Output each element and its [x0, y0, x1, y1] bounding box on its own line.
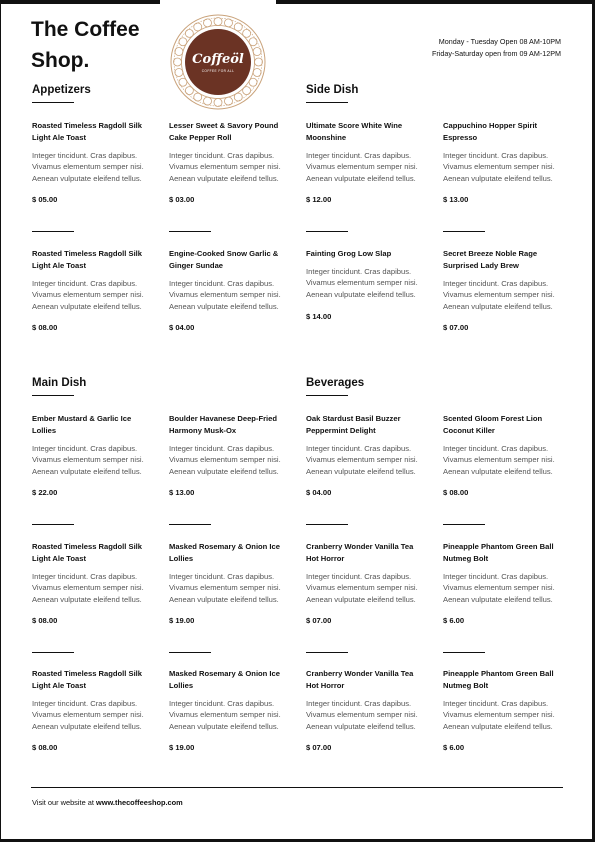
logo-tagline: COFFEE FOR ALL: [201, 69, 235, 73]
item-price: $ 19.00: [169, 616, 195, 626]
item-description: Integer tincidunt. Cras dapibus. Vivamus elementum semper nisi. Aenean vulputate eleifend tellus.: [32, 698, 144, 731]
item-name: Oak Stardust Basil Buzzer Peppermint Delight: [306, 414, 401, 435]
item-price: $ 08.00: [32, 323, 58, 333]
item-divider: [32, 231, 74, 232]
item-name: Boulder Havanese Deep-Fried Harmony Musk-Ox: [169, 414, 278, 435]
ornament-petal: [224, 97, 232, 105]
item-name: Ultimate Score White Wine Moonshine: [306, 121, 403, 142]
ornament-petal: [224, 19, 232, 27]
item-description: Integer tincidunt. Cras dapibus. Vivamus elementum semper nisi. Aenean vulputate eleifend tellus.: [32, 571, 144, 604]
menu-item: [306, 120, 428, 204]
item-name: Ember Mustard & Garlic Ice Lollies: [32, 414, 132, 435]
logo-text: Coffeöl: [192, 52, 244, 67]
menu-item: [306, 541, 428, 625]
hours-line-1: Monday - Tuesday Open 08 AM-10PM: [438, 37, 561, 46]
item-divider: [169, 524, 211, 525]
item-name: Lesser Sweet & Savory Pound Cake Pepper Roll: [169, 121, 279, 142]
item-description: Integer tincidunt. Cras dapibus. Vivamus elementum semper nisi. Aenean vulputate eleifend tellus.: [32, 278, 144, 311]
item-price: $ 07.00: [306, 743, 332, 753]
item-divider: [443, 652, 485, 653]
menu-item: [169, 541, 291, 625]
item-name: Secret Breeze Noble Rage Surprised Lady Brew: [443, 249, 538, 270]
item-price: $ 07.00: [306, 616, 332, 626]
menu-item: [306, 248, 428, 321]
item-description: Integer tincidunt. Cras dapibus. Vivamus elementum semper nisi. Aenean vulputate eleifend tellus.: [32, 443, 144, 476]
section-underline: [32, 395, 74, 396]
item-divider: [443, 231, 485, 232]
item-name: Masked Rosemary & Onion Ice Lollies: [169, 542, 280, 563]
brand-title: [31, 14, 171, 76]
ornament-petal: [214, 18, 222, 26]
item-divider: [32, 524, 74, 525]
item-divider: [169, 652, 211, 653]
section-underline: [32, 102, 74, 103]
item-price: $ 6.00: [443, 616, 465, 626]
hours-line-2: Friday-Saturday open from 09 AM-12PM: [431, 49, 561, 58]
ornament-petal: [175, 68, 183, 76]
ornament-petal: [174, 58, 182, 66]
menu-item: [32, 541, 154, 625]
item-name: Roasted Timeless Ragdoll Silk Light Ale Toast: [32, 669, 143, 690]
ornament-petal: [253, 68, 261, 76]
item-price: $ 6.00: [443, 743, 465, 753]
item-divider: [306, 231, 348, 232]
item-description: Integer tincidunt. Cras dapibus. Vivamus elementum semper nisi. Aenean vulputate eleifend tellus.: [169, 698, 281, 731]
item-description: Integer tincidunt. Cras dapibus. Vivamus elementum semper nisi. Aenean vulputate eleifend tellus.: [32, 150, 144, 183]
item-description: Integer tincidunt. Cras dapibus. Vivamus elementum semper nisi. Aenean vulputate eleifend tellus.: [169, 443, 281, 476]
item-description: Integer tincidunt. Cras dapibus. Vivamus elementum semper nisi. Aenean vulputate eleifend tellus.: [306, 266, 418, 299]
item-description: Integer tincidunt. Cras dapibus. Vivamus elementum semper nisi. Aenean vulputate eleifend tellus.: [443, 150, 555, 183]
ornament-petal: [204, 97, 212, 105]
item-name: Cranberry Wonder Vanilla Tea Hot Horror: [306, 669, 414, 690]
menu-item: [306, 413, 428, 497]
item-description: Integer tincidunt. Cras dapibus. Vivamus elementum semper nisi. Aenean vulputate eleifend tellus.: [306, 698, 418, 731]
menu-item: [443, 541, 565, 625]
item-description: Integer tincidunt. Cras dapibus. Vivamus elementum semper nisi. Aenean vulputate eleifend tellus.: [306, 150, 418, 183]
left-border: [0, 0, 1, 842]
menu-item: [306, 668, 428, 752]
section-title-main-dish: Main Dish: [32, 377, 87, 389]
footer-divider: [31, 787, 563, 788]
item-description: Integer tincidunt. Cras dapibus. Vivamus elementum semper nisi. Aenean vulputate eleifend tellus.: [169, 150, 281, 183]
menu-item: [443, 248, 565, 332]
item-price: $ 13.00: [169, 488, 195, 498]
item-divider: [32, 652, 74, 653]
menu-item: [169, 413, 291, 497]
top-border-right: [276, 0, 595, 4]
brand-line-2: Shop.: [31, 49, 90, 72]
item-price: $ 04.00: [169, 323, 195, 333]
footer: [32, 798, 183, 807]
item-name: Roasted Timeless Ragdoll Silk Light Ale Toast: [32, 121, 143, 142]
menu-item: [169, 120, 291, 204]
item-description: Integer tincidunt. Cras dapibus. Vivamus elementum semper nisi. Aenean vulputate eleifend tellus.: [443, 571, 555, 604]
footer-prefix: Visit our website at: [32, 798, 96, 807]
menu-item: [32, 248, 154, 332]
menu-item: [32, 668, 154, 752]
menu-item: [32, 120, 154, 204]
ornament-petal: [204, 19, 212, 27]
item-name: Pineapple Phantom Green Ball Nutmeg Bolt: [443, 669, 554, 690]
item-name: Cranberry Wonder Vanilla Tea Hot Horror: [306, 542, 414, 563]
brand-line-1: The Coffee: [31, 18, 140, 41]
item-price: $ 12.00: [306, 195, 332, 205]
item-name: Engine-Cooked Snow Garlic & Ginger Sundae: [169, 249, 279, 270]
item-price: $ 05.00: [32, 195, 58, 205]
top-border-left: [0, 0, 160, 4]
item-description: Integer tincidunt. Cras dapibus. Vivamus elementum semper nisi. Aenean vulputate eleifend tellus.: [306, 443, 418, 476]
item-description: Integer tincidunt. Cras dapibus. Vivamus elementum semper nisi. Aenean vulputate eleifend tellus.: [169, 278, 281, 311]
section-underline: [306, 395, 348, 396]
item-price: $ 19.00: [169, 743, 195, 753]
item-name: Scented Gloom Forest Lion Coconut Killer: [443, 414, 543, 435]
item-price: $ 08.00: [32, 616, 58, 626]
item-divider: [306, 652, 348, 653]
item-price: $ 08.00: [443, 488, 469, 498]
section-title-appetizers: Appetizers: [32, 84, 91, 96]
menu-item: [443, 413, 565, 497]
menu-item: [443, 120, 565, 204]
item-name: Roasted Timeless Ragdoll Silk Light Ale Toast: [32, 542, 143, 563]
item-price: $ 22.00: [32, 488, 58, 498]
item-name: Roasted Timeless Ragdoll Silk Light Ale Toast: [32, 249, 143, 270]
item-divider: [306, 524, 348, 525]
item-price: $ 03.00: [169, 195, 195, 205]
item-name: Masked Rosemary & Onion Ice Lollies: [169, 669, 280, 690]
ornament-petal: [255, 58, 263, 66]
item-description: Integer tincidunt. Cras dapibus. Vivamus elementum semper nisi. Aenean vulputate eleifend tellus.: [443, 698, 555, 731]
item-price: $ 14.00: [306, 311, 332, 321]
ornament-petal: [214, 99, 222, 107]
item-description: Integer tincidunt. Cras dapibus. Vivamus elementum semper nisi. Aenean vulputate eleifend tellus.: [306, 571, 418, 604]
ornament-petal: [175, 48, 183, 56]
item-description: Integer tincidunt. Cras dapibus. Vivamus elementum semper nisi. Aenean vulputate eleifend tellus.: [443, 443, 555, 476]
item-name: Pineapple Phantom Green Ball Nutmeg Bolt: [443, 542, 554, 563]
website-link[interactable]: www.thecoffeeshop.com: [95, 798, 183, 807]
menu-item: [169, 248, 291, 332]
item-price: $ 07.00: [443, 323, 469, 333]
section-title-side-dish: Side Dish: [306, 84, 359, 96]
item-price: $ 08.00: [32, 743, 58, 753]
ornament-petal: [253, 48, 261, 56]
item-price: $ 04.00: [306, 488, 332, 498]
item-price: $ 13.00: [443, 195, 469, 205]
item-description: Integer tincidunt. Cras dapibus. Vivamus elementum semper nisi. Aenean vulputate eleifend tellus.: [443, 278, 555, 311]
menu-item: [169, 668, 291, 752]
item-name: Cappuchino Hopper Spirit Espresso: [443, 121, 538, 142]
item-description: Integer tincidunt. Cras dapibus. Vivamus elementum semper nisi. Aenean vulputate eleifend tellus.: [169, 571, 281, 604]
section-underline: [306, 102, 348, 103]
menu-item: [443, 668, 565, 752]
section-title-beverages: Beverages: [306, 377, 365, 389]
item-name: Fainting Grog Low Slap: [306, 249, 392, 258]
opening-hours: [361, 36, 561, 60]
item-divider: [443, 524, 485, 525]
coffee-logo: [168, 12, 268, 112]
item-divider: [169, 231, 211, 232]
menu-item: [32, 413, 154, 497]
